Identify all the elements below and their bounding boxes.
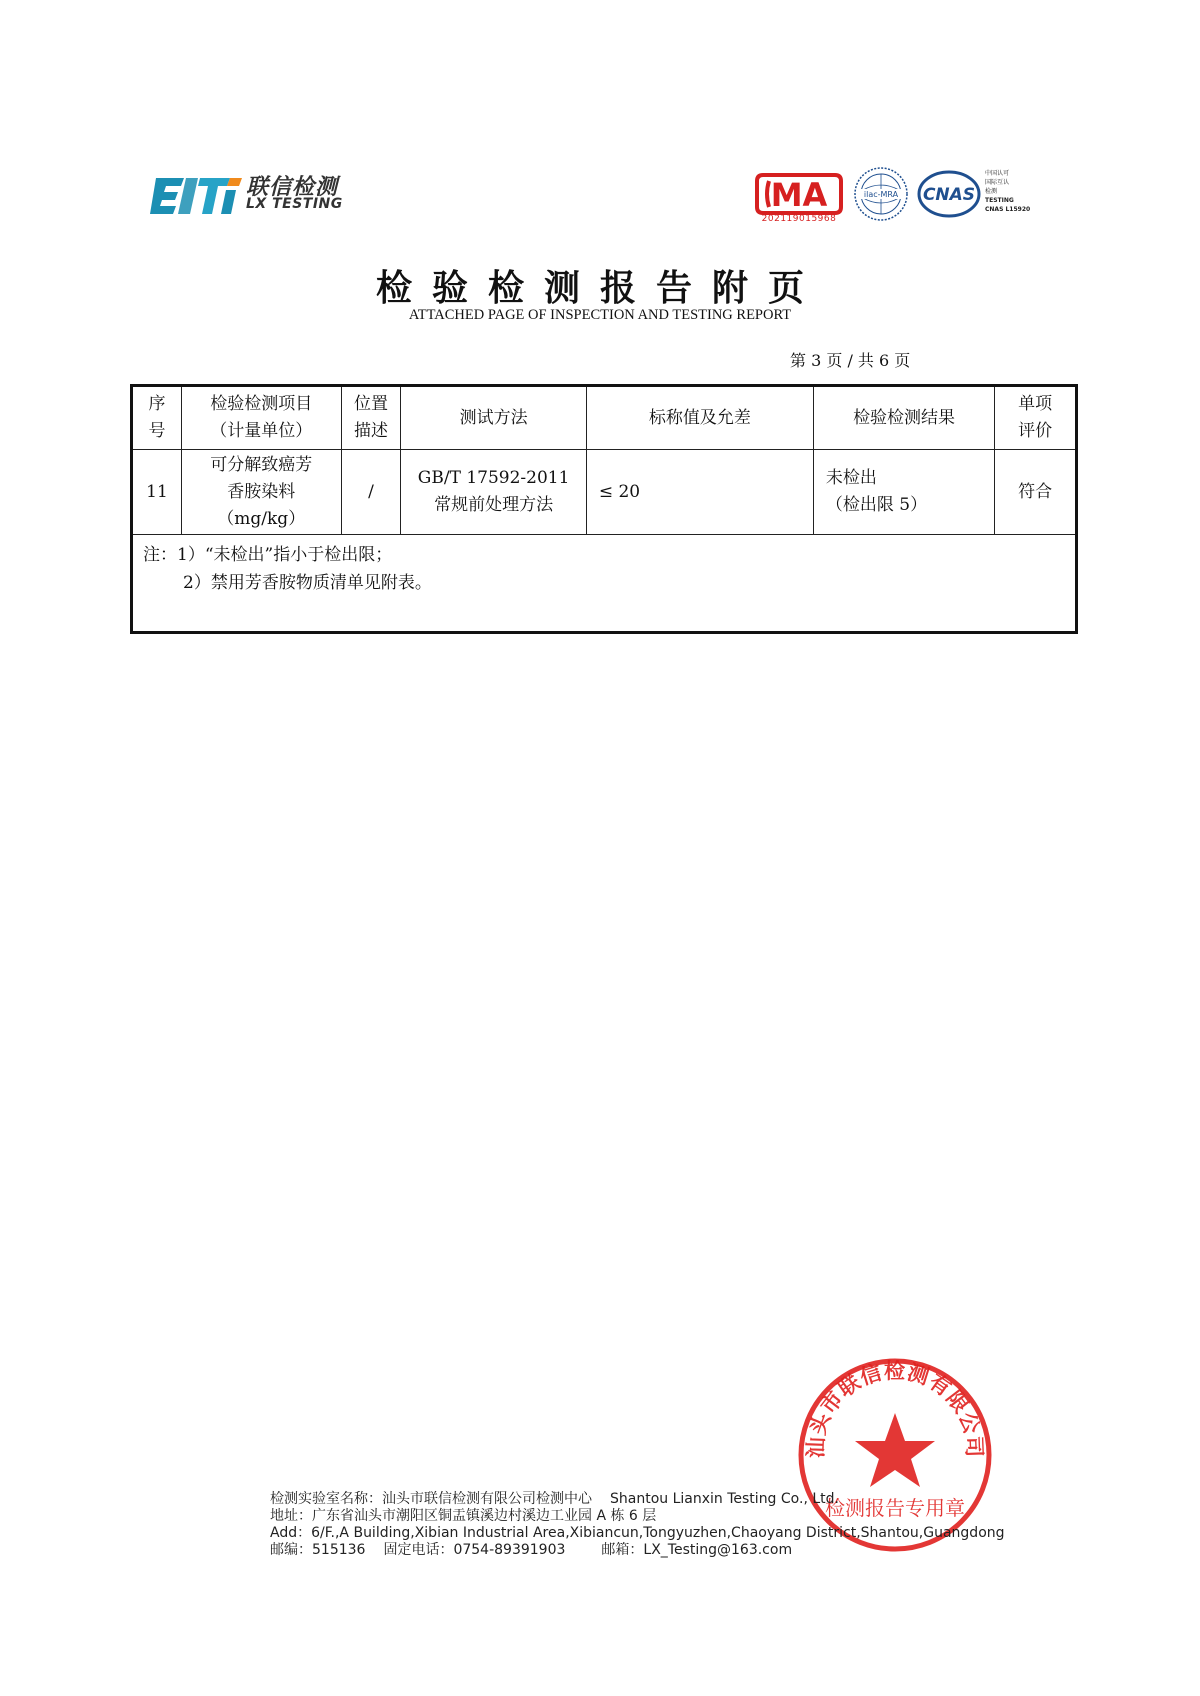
page-subtitle: ATTACHED PAGE OF INSPECTION AND TESTING REPORT [408, 307, 792, 323]
note-line: 注：1）“未检出”指小于检出限； [143, 545, 393, 565]
header-text: 号 [148, 421, 166, 441]
email: 邮箱：LX_Testing@163.com [601, 1542, 793, 1558]
ilac-mra-icon [853, 166, 909, 222]
cell-text: （检出限 5） [825, 495, 928, 515]
cnas-line: 中国认可 [985, 170, 1010, 177]
cell-seq: 11 [132, 450, 182, 535]
header-text: 序 [148, 394, 166, 414]
cell-text: GB/T 17592-2011 [417, 468, 570, 488]
lx-testing-logo [150, 170, 360, 220]
svg-text:ilac-MRA: ilac-MRA [863, 190, 899, 199]
header-position [341, 386, 401, 450]
header-text: 评价 [1018, 421, 1053, 441]
star-icon [855, 1413, 935, 1487]
header-result: 检验检测结果 [813, 386, 994, 450]
cnas-line: 国际互认 [985, 179, 1010, 186]
cell-evaluation: 符合 [995, 450, 1077, 535]
postcode: 邮编：515136 [270, 1542, 366, 1558]
cell-text: 常规前处理方法 [434, 495, 554, 515]
header-item [181, 386, 341, 450]
inspection-results-table [130, 384, 1078, 634]
page-number: 第 3 页 / 共 6 页 [790, 351, 911, 370]
cell-nominal: ≤ 20 [586, 450, 813, 535]
cnas-line: TESTING [985, 197, 1014, 204]
page-title: 检验检测报告附页 [375, 267, 824, 309]
footer-address-cn: 地址：广东省汕头市潮阳区铜盂镇溪边村溪边工业园 A 栋 6 层 [270, 1508, 657, 1524]
cell-text: （mg/kg） [217, 508, 306, 529]
header-text: 描述 [354, 421, 388, 441]
header-text: 检验检测项目 [210, 394, 313, 414]
lx-logo-icon [150, 174, 242, 216]
cell-text: 可分解致癌芳 [210, 454, 313, 475]
svg-text:MA: MA [770, 176, 828, 214]
cell-result [813, 450, 994, 535]
header-text: （计量单位） [210, 421, 313, 441]
lab-name-en: Shantou Lianxin Testing Co., Ltd. [610, 1491, 839, 1507]
lab-contact-footer [270, 1491, 1005, 1559]
header-seq [132, 386, 182, 450]
table-notes [132, 535, 1077, 633]
footer-contact [270, 1542, 1005, 1559]
svg-text:检测报告专用章: 检测报告专用章 [825, 1496, 965, 1520]
cell-item [181, 450, 341, 535]
note-line: 2）禁用芳香胺物质清单见附表。 [183, 573, 432, 593]
svg-text:CNAS: CNAS [922, 185, 976, 205]
cnas-logo-icon [917, 169, 981, 219]
cell-position: / [341, 450, 401, 535]
header-text: 位置 [354, 394, 388, 414]
footer-lab-name [270, 1491, 1005, 1508]
header-nominal: 标称值及允差 [586, 386, 813, 450]
cell-text: 未检出 [825, 468, 877, 488]
notes-row [132, 535, 1077, 633]
cnas-line: 检测 [985, 188, 998, 195]
brand-name-en: LX TESTING [246, 196, 343, 212]
header-method: 测试方法 [401, 386, 586, 450]
cell-method [401, 450, 586, 535]
header-evaluation [995, 386, 1077, 450]
brand-name-cn: 联信检测 [246, 175, 339, 200]
certification-logos [755, 163, 1055, 233]
cma-number: 202119015968 [761, 214, 837, 224]
table-row [132, 450, 1077, 535]
footer-address-en: Add：6/F.,A Building,Xibian Industrial Area,Xibiancun,Tongyuzhen,Chaoyang District,Shantou,Guangdong [270, 1525, 1005, 1541]
lab-name-cn: 检测实验室名称：汕头市联信检测有限公司检测中心 [270, 1491, 592, 1507]
cnas-accreditation-text [985, 169, 1055, 214]
header-text: 单项 [1018, 394, 1053, 414]
cell-text: 香胺染料 [227, 481, 296, 502]
svg-text:汕头市联信检测有限公司: 汕头市联信检测有限公司 [802, 1358, 988, 1459]
table-header-row [132, 386, 1077, 450]
phone: 固定电话：0754-89391903 [383, 1542, 566, 1558]
cnas-line: CNAS L15920 [985, 206, 1031, 213]
